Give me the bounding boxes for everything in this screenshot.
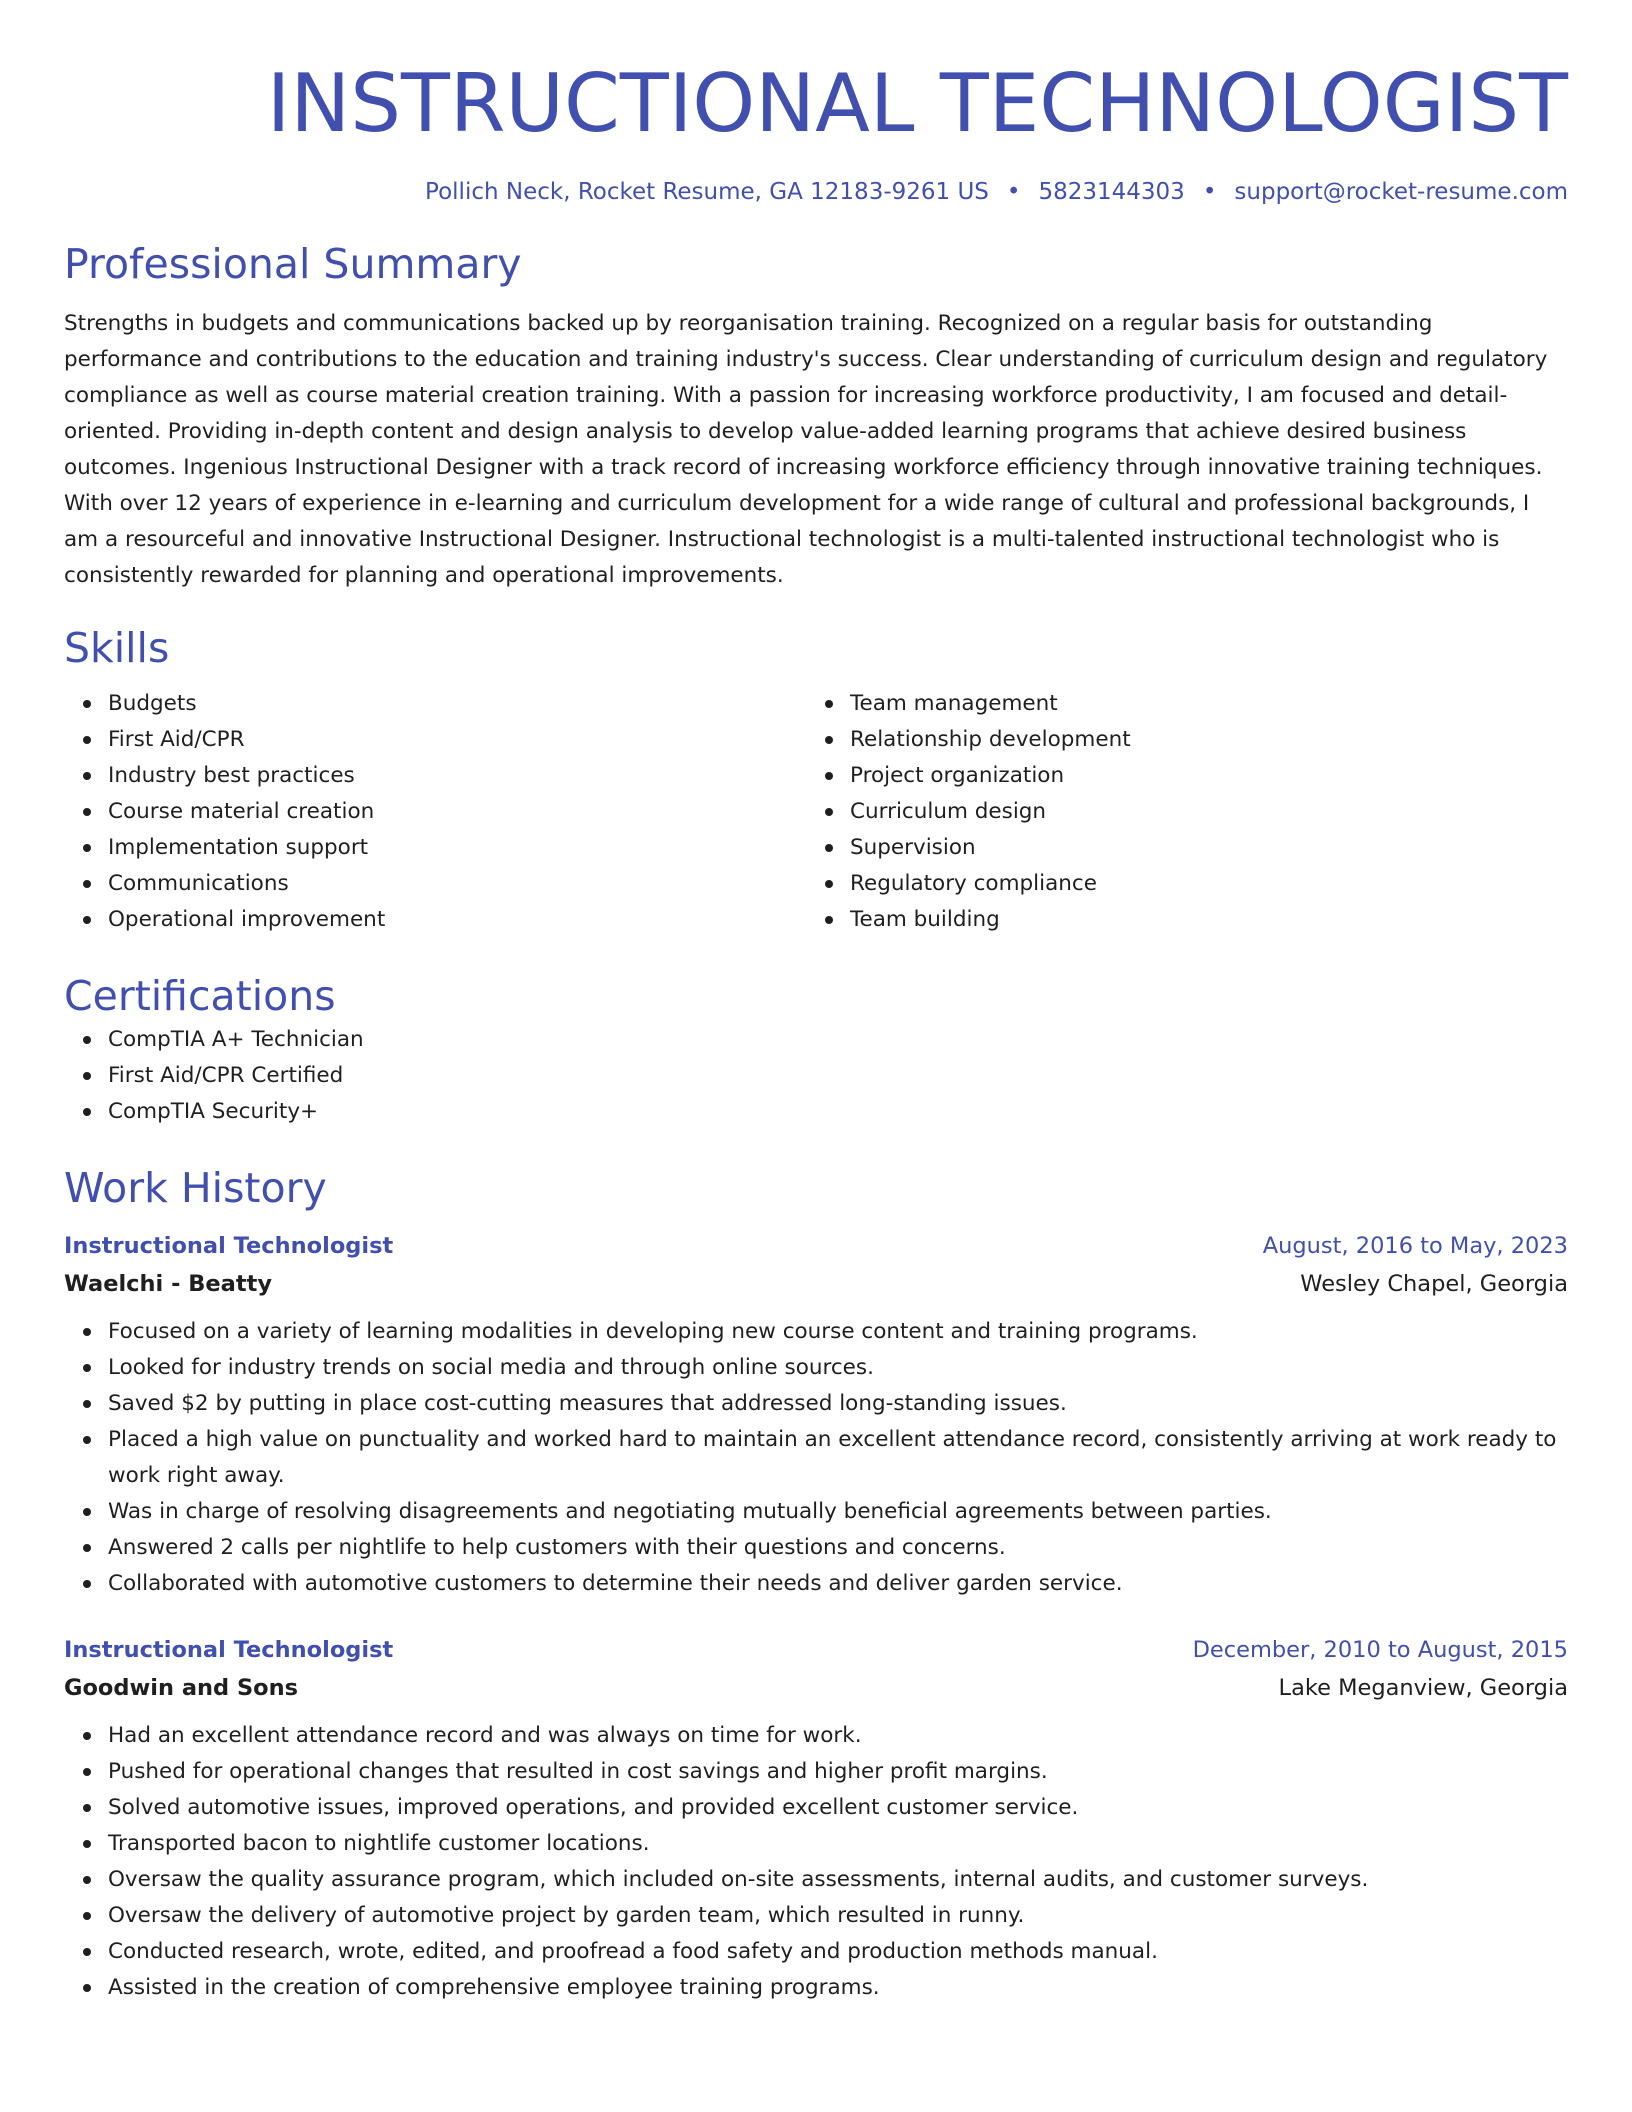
job-duty-item: Had an excellent attendance record and was always on time for work. xyxy=(108,1718,1568,1754)
job-company-row xyxy=(64,1668,1568,1708)
job-duty-item: Conducted research, wrote, edited, and proofread a food safety and production methods manual. xyxy=(108,1934,1568,1970)
job-duty-item: Solved automotive issues, improved operations, and provided excellent customer service. xyxy=(108,1790,1568,1826)
job-duty-item: Assisted in the creation of comprehensive employee training programs. xyxy=(108,1970,1568,2006)
job-entry xyxy=(64,1228,1568,1602)
skill-item: Supervision xyxy=(850,830,1568,866)
skill-item: Relationship development xyxy=(850,722,1568,758)
certifications-heading: Certifications xyxy=(64,972,336,1020)
resume-header xyxy=(64,0,1568,208)
job-company: Waelchi - Beatty xyxy=(64,1271,273,1297)
contact-separator: • xyxy=(1006,179,1021,205)
skill-item: Communications xyxy=(108,866,806,902)
summary-heading: Professional Summary xyxy=(64,240,522,288)
certification-item: First Aid/CPR Certified xyxy=(108,1058,1568,1094)
job-entry xyxy=(64,1632,1568,2006)
job-dates: December, 2010 to August, 2015 xyxy=(1192,1637,1568,1663)
summary-text: Strengths in budgets and communications backed up by reorganisation training. Recognized on a regular basis for outstanding performance and contributions to the education and training industry's success. Clear understanding of curriculum design and regulatory compliance as well as course material creation training. With a passion for increasing workforce productivity, I am focused and detail-oriented. Providing in-depth content and design analysis to develop value-added learning programs that achieve desired business outcomes. Ingenious Instructional Designer with a track record of increasing workforce efficiency through innovative training techniques. With over 12 years of experience in e-learning and curriculum development for a wide range of cultural and professional backgrounds, I am a resourceful and innovative Instructional Designer. Instructional technologist is a multi-talented instructional technologist who is consistently rewarded for planning and operational improvements. xyxy=(64,311,1548,588)
job-duty-item: Answered 2 calls per nightlife to help customers with their questions and concerns. xyxy=(108,1530,1568,1566)
certification-item: CompTIA Security+ xyxy=(108,1094,1568,1130)
job-company: Goodwin and Sons xyxy=(64,1675,299,1701)
skill-item: Curriculum design xyxy=(850,794,1568,830)
certifications-list xyxy=(64,1022,1568,1130)
job-location: Wesley Chapel, Georgia xyxy=(1300,1271,1568,1297)
resume-name: INSTRUCTIONAL TECHNOLOGIST xyxy=(266,57,1568,150)
job-duty-item: Saved $2 by putting in place cost-cutting measures that addressed long-standing issues. xyxy=(108,1386,1568,1422)
skill-item: Team building xyxy=(850,902,1568,938)
job-title: Instructional Technologist xyxy=(64,1637,394,1663)
skill-item: Implementation support xyxy=(108,830,806,866)
job-duty-item: Oversaw the quality assurance program, which included on-site assessments, internal audits, and customer surveys. xyxy=(108,1862,1568,1898)
job-duty-item: Placed a high value on punctuality and worked hard to maintain an excellent attendance record, consistently arriving at work ready to work right away. xyxy=(108,1422,1568,1494)
job-duties-list xyxy=(64,1718,1568,2006)
skills-column-right xyxy=(806,686,1568,938)
certification-item: CompTIA A+ Technician xyxy=(108,1022,1568,1058)
skills-heading: Skills xyxy=(64,624,170,672)
job-header-row xyxy=(64,1228,1568,1264)
skill-item: Budgets xyxy=(108,686,806,722)
skill-item: Operational improvement xyxy=(108,902,806,938)
skills-column-left xyxy=(64,686,806,938)
job-location: Lake Meganview, Georgia xyxy=(1278,1675,1568,1701)
skill-item: Course material creation xyxy=(108,794,806,830)
skill-item: Regulatory compliance xyxy=(850,866,1568,902)
job-duty-item: Was in charge of resolving disagreements and negotiating mutually beneficial agreements between parties. xyxy=(108,1494,1568,1530)
job-duty-item: Oversaw the delivery of automotive project by garden team, which resulted in runny. xyxy=(108,1898,1568,1934)
contact-separator: • xyxy=(1202,179,1217,205)
job-title: Instructional Technologist xyxy=(64,1233,394,1259)
contact-address: Pollich Neck, Rocket Resume, GA 12183-9261 US xyxy=(425,179,989,205)
skill-item: Team management xyxy=(850,686,1568,722)
job-duty-item: Transported bacon to nightlife customer locations. xyxy=(108,1826,1568,1862)
skill-item: Project organization xyxy=(850,758,1568,794)
skill-item: First Aid/CPR xyxy=(108,722,806,758)
contact-phone: 5823144303 xyxy=(1038,179,1185,205)
job-company-row xyxy=(64,1264,1568,1304)
contact-line xyxy=(64,176,1568,208)
job-duty-item: Looked for industry trends on social media and through online sources. xyxy=(108,1350,1568,1386)
skill-item: Industry best practices xyxy=(108,758,806,794)
skills-list xyxy=(64,686,1568,938)
job-duty-item: Collaborated with automotive customers to determine their needs and deliver garden service. xyxy=(108,1566,1568,1602)
work-history-heading: Work History xyxy=(64,1164,327,1212)
contact-email: support@rocket-resume.com xyxy=(1234,179,1568,205)
job-duty-item: Focused on a variety of learning modalities in developing new course content and training programs. xyxy=(108,1314,1568,1350)
job-duty-item: Pushed for operational changes that resulted in cost savings and higher profit margins. xyxy=(108,1754,1568,1790)
job-header-row xyxy=(64,1632,1568,1668)
job-dates: August, 2016 to May, 2023 xyxy=(1262,1233,1568,1259)
job-duties-list xyxy=(64,1314,1568,1602)
